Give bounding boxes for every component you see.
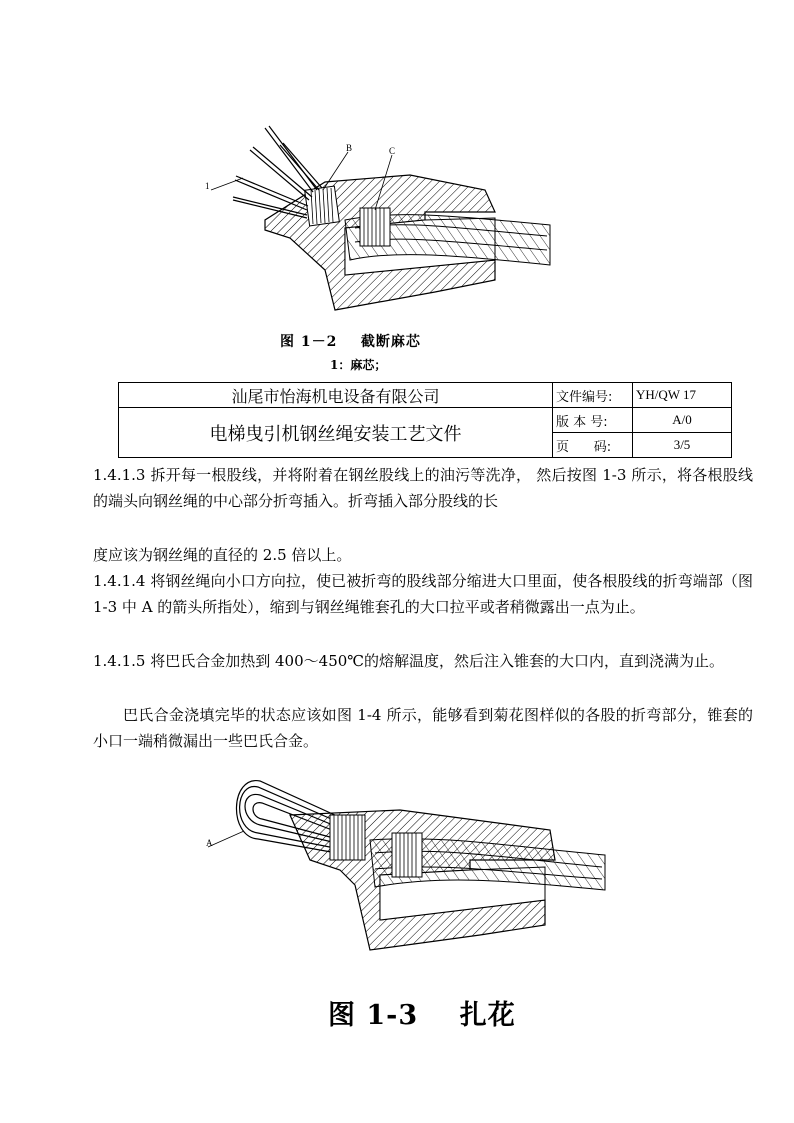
- page-value: 3/5: [633, 433, 732, 458]
- paragraph-babbitt-state: 巴氏合金浇填完毕的状态应该如图 1-4 所示，能够看到菊花图样似的各股的折弯部分，锥套的小口一端稍微漏出一些巴氏合金。: [93, 706, 753, 750]
- doc-number-label: 文件编号:: [553, 383, 633, 408]
- binding-b: [305, 186, 340, 226]
- document-title: 电梯曳引机钢丝绳安装工艺文件: [119, 408, 553, 458]
- paragraph-continuation: 度应该为钢丝绳的直径的 2.5 倍以上。: [93, 546, 352, 564]
- label-c: C: [389, 146, 396, 156]
- paragraph-1-4-1-3: 1.4.1.3 拆开每一根股线，并将附着在钢丝股线上的油污等洗净， 然后按图 1-3 所示，将各根股线的端头向钢丝绳的中心部分折弯插入。折弯插入部分股线的长: [93, 466, 753, 510]
- page-label: 页 码:: [553, 433, 633, 458]
- version-value: A/0: [633, 408, 732, 433]
- figure-1-2-note: 1：麻芯；: [330, 358, 387, 372]
- document-header-table: [118, 382, 732, 458]
- binding-c: [360, 208, 390, 246]
- label-1: 1: [205, 181, 210, 191]
- binding-a: [330, 815, 365, 860]
- figure-1-2-drawing: [195, 120, 555, 320]
- paragraph-1-4-1-4: 1.4.1.4 将钢丝绳向小口方向拉，使已被折弯的股线部分缩进大口里面，使各根股线的折弯端部（图 1-3 中 A 的箭头所指处），缩到与钢丝绳锥套孔的大口拉平或者稍微露出一点为止。: [93, 572, 753, 616]
- paragraph-1-4-1-5: 1.4.1.5 将巴氏合金加热到 400～450℃的熔解温度，然后注入锥套的大口内，直到浇满为止。: [93, 652, 725, 670]
- company-name: 汕尾市怡海机电设备有限公司: [119, 383, 553, 408]
- version-label: 版 本 号:: [553, 408, 633, 433]
- label-b: B: [346, 143, 353, 153]
- figure-1-3-caption: 图 1-3 扎花: [328, 1000, 516, 1031]
- figure-1-3-drawing: [200, 775, 610, 975]
- figure-1-2-caption: 图 1－2 截断麻芯: [280, 334, 421, 350]
- label-a: A: [206, 838, 213, 848]
- doc-number-value: YH/QW 17: [633, 383, 732, 408]
- binding-b: [392, 833, 422, 877]
